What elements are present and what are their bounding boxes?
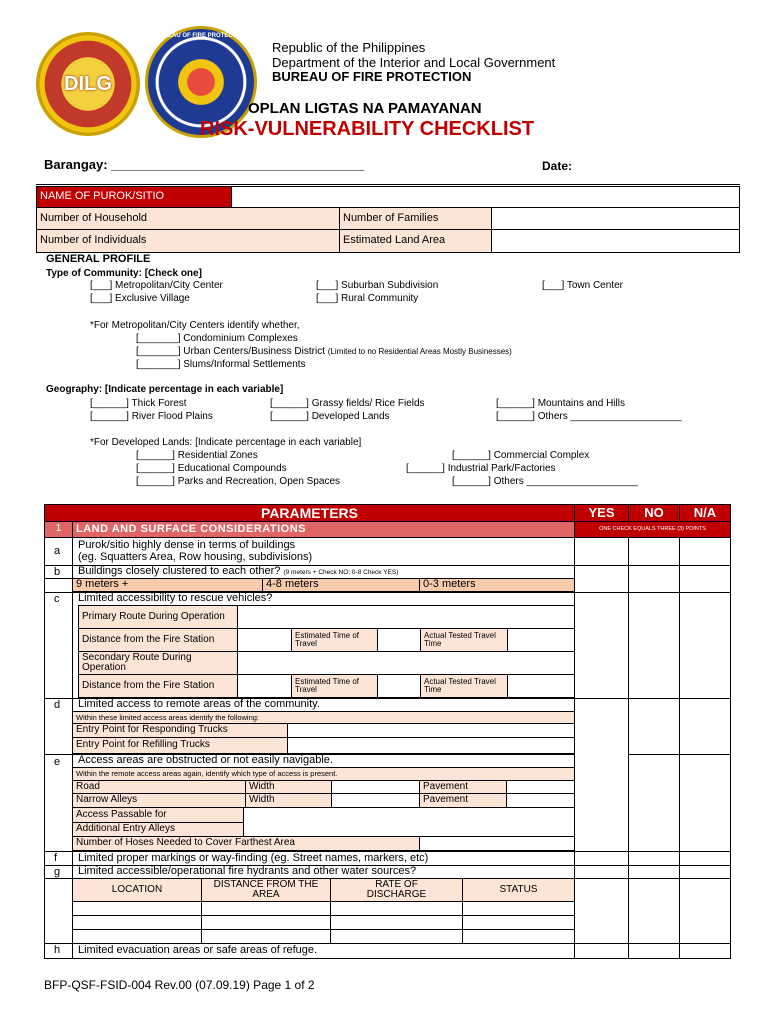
road-label [72,780,246,794]
alleys-pavement-input[interactable] [506,793,575,808]
date-field[interactable]: Date: [542,159,573,173]
no-header [628,504,680,522]
geo-option[interactable]: [______] Thick Forest [90,398,187,409]
hoses-input[interactable] [419,836,575,851]
est-time-text: Estimated Time of Travel [295,676,360,694]
community-option[interactable]: [___] Town Center [542,280,623,291]
distance-input-2[interactable] [237,674,292,698]
item-f-text: Limited proper markings or way-finding (eg. Street names, markers, etc) [78,852,429,864]
section-title-label: LAND AND SURFACE CONSIDERATIONS [76,522,307,535]
land-area-input[interactable] [491,229,740,253]
purok-label-cell [36,186,232,208]
item-a-subtext: (eg. Squatters Area, Row housing, subdivisions) [78,551,313,563]
metro-option[interactable]: [_______] Condominium Complexes [136,333,298,344]
pavement-text: Pavement [423,794,469,806]
additional-alleys-input[interactable] [243,807,575,837]
status-text: STATUS [499,883,538,895]
additional-alleys-label [72,822,244,837]
letter-a: a [54,545,61,557]
d-subheading-text: Within these limited access areas identify the following: [76,712,260,722]
est-time-input-2[interactable] [377,674,421,698]
distance-header [201,878,331,902]
alleys-width-input[interactable] [331,793,420,808]
letter-b: b [54,566,61,578]
community-option[interactable]: [___] Rural Community [316,293,419,304]
distance-text: Distance from the Fire Station [82,633,215,645]
secondary-route-input[interactable] [237,651,575,675]
b-option-label: 9 meters + [76,578,129,591]
dilg-logo [36,32,140,136]
b-option-0-3m[interactable] [419,578,575,592]
dev-option[interactable]: [______] Others ____________________ [452,476,638,487]
dev-option[interactable]: [______] Industrial Park/Factories [406,463,556,474]
letter-f: f [54,852,58,864]
dev-option[interactable]: [______] Commercial Complex [452,450,590,461]
general-profile-heading: GENERAL PROFILE [46,253,151,265]
actual-time-label-2 [420,674,508,698]
distance-input[interactable] [237,628,292,652]
b-option-9m[interactable] [72,578,263,592]
passable-label [72,807,244,823]
item-a-text: Purok/sitio highly dense in terms of buildings [78,539,296,551]
na-label: N/A [693,505,717,521]
bfp-logo-text: BUREAU OF FIRE PROTECTION [154,33,247,39]
b-option-label: 4-8 meters [266,578,319,591]
primary-route-label [78,605,238,629]
letter-c: c [54,593,60,605]
location-header [72,878,202,902]
community-label: Type of Community: [Check one] [46,268,202,279]
actual-time-text: Actual Tested Travel Time [424,676,496,694]
location-text: LOCATION [111,883,163,895]
purok-input[interactable] [231,186,740,208]
passable-text: Access Passable for [76,808,167,820]
alleys-label [72,793,246,808]
land-area-label: Estimated Land Area [343,234,446,247]
metro-note: *For Metropolitan/City Centers identify whether, [90,320,300,331]
families-label: Number of Families [343,211,439,224]
distance-text: Distance from the Fire Station [82,679,215,691]
item-b-note: (9 meters + Check NO; 0-8 Check YES) [283,569,399,576]
item-b-text [78,565,398,577]
letter-e: e [54,756,61,768]
width-text: Width [249,794,275,806]
dev-option[interactable]: [______] Educational Compounds [136,463,287,474]
yes-label: YES [588,505,615,521]
road-width-label [245,780,332,794]
community-option[interactable]: [___] Suburban Subdivision [316,280,439,291]
road-pavement-input[interactable] [506,780,575,794]
footer: BFP-QSF-FSID-004 Rev.00 (07.09.19) Page 1 of 2 [44,978,315,992]
na-header [679,504,731,522]
program-title: OPLAN LIGTAS NA PAMAYANAN [248,100,482,117]
est-time-text: Estimated Time of Travel [295,630,360,648]
republic-line: Republic of the Philippines [272,40,426,55]
item-c-text: Limited accessibility to rescue vehicles? [78,592,273,604]
road-text: Road [76,780,100,792]
geography-label: Geography: [Indicate percentage in each variable] [46,384,284,395]
status-header [462,878,575,902]
section-title [72,521,575,538]
metro-option[interactable] [136,346,512,357]
households-label: Number of Household [40,211,148,224]
secondary-route-text: Secondary Route During Operation [82,651,192,673]
households-label-cell [36,207,340,230]
e-subheading-text: Within the remote access areas again, identify which type of access is present. [76,769,338,779]
section-number [44,521,73,538]
distance-label [78,628,238,652]
actual-time-input-2[interactable] [507,674,575,698]
entry-refilling-text: Entry Point for Refilling Trucks [76,739,210,751]
parameters-header [44,504,575,522]
road-width-input[interactable] [331,780,420,794]
metro-small-note: (Limited to no Residential Areas Mostly Businesses) [327,347,512,356]
letter-d: d [54,699,61,711]
points-note [574,521,731,538]
land-area-label-cell [339,229,492,253]
page-title: RISK-VULNERABILITY CHECKLIST [200,118,535,140]
hoses-label [72,836,420,851]
hoses-text: Number of Hoses Needed to Cover Farthest Area [76,837,295,849]
metro-option-label: [_______] Urban Centers/Business District [136,346,325,357]
item-g-text: Limited accessible/operational fire hydrants and other water sources? [78,865,417,877]
purok-label: NAME OF PUROK/SITIO [40,190,165,203]
actual-time-label [420,628,508,652]
dev-option[interactable]: [______] Residential Zones [136,450,258,461]
rate-text: RATE OF DISCHARGE [366,878,427,900]
distance-header-text: DISTANCE FROM THE AREA [213,878,319,900]
developed-note: *For Developed Lands: [Indicate percentage in each variable] [90,437,362,448]
individuals-label-cell [36,229,340,253]
b-option-label: 0-3 meters [423,578,476,591]
bureau-line: BUREAU OF FIRE PROTECTION [272,69,472,84]
community-option[interactable]: [___] Metropolitan/City Center [90,280,223,291]
no-label: NO [644,505,664,521]
section-number-label: 1 [55,523,62,535]
est-time-label [291,628,378,652]
geo-option[interactable]: [______] Mountains and Hills [496,398,625,409]
primary-route-input[interactable] [237,605,575,629]
rate-header [330,878,463,902]
entry-responding-text: Entry Point for Responding Trucks [76,724,228,736]
width-text: Width [249,780,275,792]
geo-option[interactable]: [______] Grassy fields/ Rice Fields [270,398,425,409]
dilg-logo-text: DILG [64,73,112,95]
alleys-pavement-label [419,793,507,808]
families-input[interactable] [491,207,740,230]
item-d-text: Limited access to remote areas of the community. [78,698,320,710]
alleys-width-label [245,793,332,808]
item-h-text: Limited evacuation areas or safe areas of refuge. [78,944,318,956]
e-subheading [72,767,575,781]
actual-time-text: Actual Tested Travel Time [424,630,496,648]
geo-option[interactable]: [______] River Flood Plains [90,411,213,422]
road-pavement-label [419,780,507,794]
barangay-field[interactable]: Barangay: ___________________________________ [44,157,365,172]
entry-responding-input[interactable] [287,723,575,738]
additional-alleys-text: Additional Entry Alleys [76,823,175,835]
entry-responding-label [72,723,288,738]
est-time-label-2 [291,674,378,698]
parameters-title: PARAMETERS [261,504,358,521]
points-note-label: ONE CHECK EQUALS THREE (3) POINTS [599,525,706,532]
letter-g: g [54,866,61,878]
department-line: Department of the Interior and Local Government [272,55,556,70]
alleys-text: Narrow Alleys [76,794,138,806]
metro-option[interactable]: [_______] Slums/Informal Settlements [136,359,306,370]
geo-option[interactable]: [______] Others ____________________ [496,411,682,422]
entry-refilling-input[interactable] [287,737,575,754]
b-option-4-8m[interactable] [262,578,420,592]
families-label-cell [339,207,492,230]
distance-label-2 [78,674,238,698]
secondary-route-label [78,651,238,675]
item-e-text: Access areas are obstructed or not easily navigable. [78,754,333,766]
primary-route-text: Primary Route During Operation [82,610,225,622]
community-option[interactable]: [___] Exclusive Village [90,293,190,304]
pavement-text: Pavement [423,780,469,792]
dev-option[interactable]: [______] Parks and Recreation, Open Spaces [136,476,341,487]
individuals-label: Number of Individuals [40,234,147,247]
entry-refilling-label [72,737,288,754]
geo-option[interactable]: [______] Developed Lands [270,411,390,422]
est-time-input[interactable] [377,628,421,652]
yes-header [574,504,629,522]
item-b-label: Buildings closely clustered to each other? [78,565,281,577]
letter-h: h [54,944,61,956]
actual-time-input[interactable] [507,628,575,652]
